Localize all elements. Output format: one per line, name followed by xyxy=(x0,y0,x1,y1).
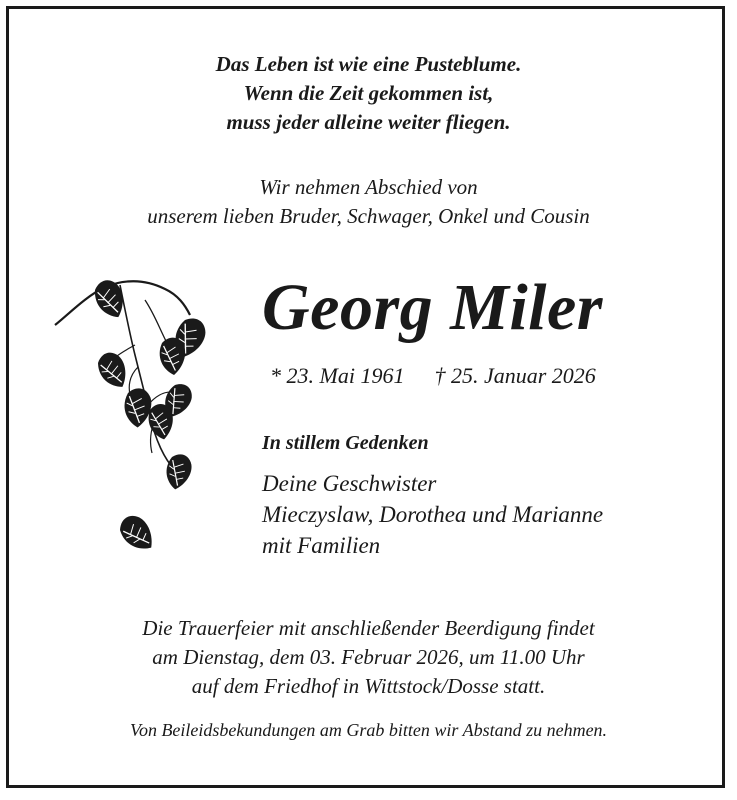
memory-heading: In stillem Gedenken xyxy=(262,432,429,454)
service-line: Die Trauerfeier mit anschließender Beerdigung findet xyxy=(142,616,595,640)
poem-quote xyxy=(0,50,737,137)
quote-line: muss jeder alleine weiter fliegen. xyxy=(226,110,511,134)
farewell-intro xyxy=(0,173,737,231)
branch-with-leaves-icon xyxy=(50,275,225,570)
life-dates xyxy=(270,361,596,391)
condolence-notice: Von Beileidsbekundungen am Grab bitten wir Abstand zu nehmen. xyxy=(129,720,608,740)
service-line: am Dienstag, dem 03. Februar 2026, um 11.00 Uhr xyxy=(152,645,585,669)
birth-date: * 23. Mai 1961 xyxy=(270,363,405,388)
mourner-line: Deine Geschwister xyxy=(262,471,437,496)
deceased-name: Georg Miler xyxy=(262,271,603,344)
mourner-line: mit Familien xyxy=(262,533,381,558)
death-date: † 25. Januar 2026 xyxy=(434,363,596,388)
mourners-list xyxy=(262,468,603,561)
quote-line: Das Leben ist wie eine Pusteblume. xyxy=(215,52,522,76)
intro-line: Wir nehmen Abschied von xyxy=(259,175,478,199)
mourner-line: Mieczyslaw, Dorothea und Marianne xyxy=(262,502,604,527)
intro-line: unserem lieben Bruder, Schwager, Onkel und Cousin xyxy=(147,204,590,228)
service-line: auf dem Friedhof in Wittstock/Dosse statt. xyxy=(191,674,546,698)
funeral-service-info xyxy=(0,614,737,701)
quote-line: Wenn die Zeit gekommen ist, xyxy=(243,81,494,105)
